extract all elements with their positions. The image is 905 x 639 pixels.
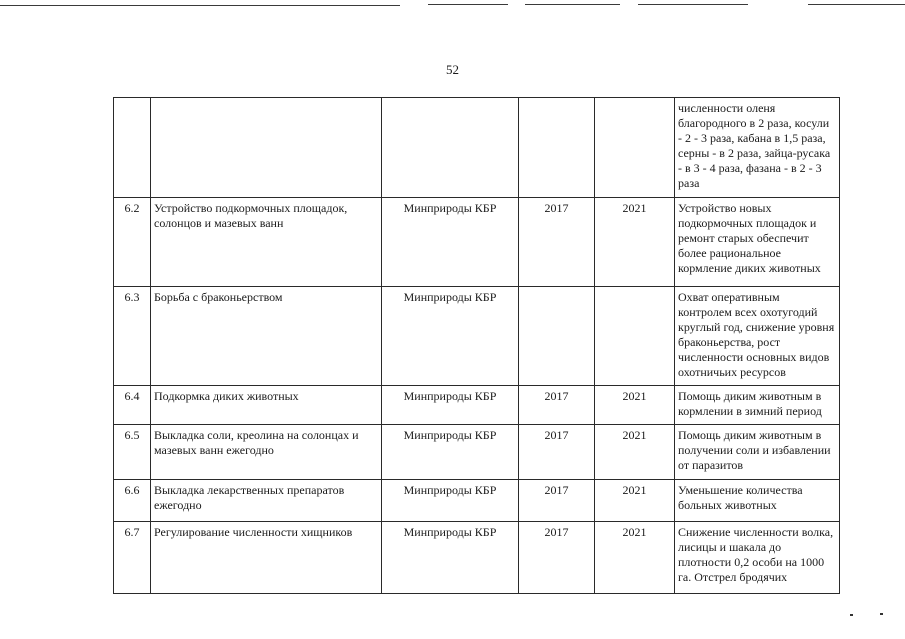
end-year: 2021: [595, 425, 675, 480]
expected-result: Помощь диким животным в кормлении в зимний период: [675, 386, 840, 425]
end-year: 2021: [595, 198, 675, 287]
row-number: 6.5: [114, 425, 151, 480]
measure-name: Борьба с браконьерством: [151, 287, 382, 386]
end-year: 2021: [595, 522, 675, 594]
responsible-agency: Минприроды КБР: [382, 287, 519, 386]
row-number: 6.4: [114, 386, 151, 425]
table-row: [114, 98, 840, 198]
row-number: 6.6: [114, 480, 151, 522]
measure-name: [151, 98, 382, 198]
table-row: [114, 198, 840, 287]
responsible-agency: [382, 98, 519, 198]
scan-line: [428, 4, 508, 5]
measure-name: Подкормка диких животных: [151, 386, 382, 425]
responsible-agency: Минприроды КБР: [382, 198, 519, 287]
table-row: [114, 425, 840, 480]
expected-result: Снижение численности волка, лисицы и шакала до плотности 0,2 особи на 1000 га. Отстрел бродячих: [675, 522, 840, 594]
expected-result: Охват оперативным контролем всех охотугодий круглый год, снижение уровня браконьерства, рост численности основных видов охотничьих ресурсов: [675, 287, 840, 386]
responsible-agency: Минприроды КБР: [382, 425, 519, 480]
measure-name: Устройство подкормочных площадок, солонцов и мазевых ванн: [151, 198, 382, 287]
end-year: 2021: [595, 386, 675, 425]
row-number: [114, 98, 151, 198]
scan-line: [808, 4, 905, 5]
page-number: 52: [446, 62, 459, 77]
scan-line: [0, 5, 400, 6]
scan-speck: [880, 613, 883, 615]
table-row: [114, 386, 840, 425]
scan-speck: [850, 614, 853, 616]
measures-table: [113, 97, 840, 594]
row-number: 6.2: [114, 198, 151, 287]
start-year: 2017: [519, 522, 595, 594]
measure-name: Выкладка соли, креолина на солонцах и мазевых ванн ежегодно: [151, 425, 382, 480]
responsible-agency: Минприроды КБР: [382, 522, 519, 594]
expected-result: численности оленя благородного в 2 раза, косули - 2 - 3 раза, кабана в 1,5 раза, серны - в 2 раза, зайца-русака - в 3 - 4 раза, фазана - в 2 - 3 раза: [675, 98, 840, 198]
start-year: 2017: [519, 386, 595, 425]
row-number: 6.7: [114, 522, 151, 594]
table-row: [114, 522, 840, 594]
end-year: 2021: [595, 480, 675, 522]
start-year: [519, 98, 595, 198]
end-year: [595, 287, 675, 386]
expected-result: Помощь диким животным в получении соли и избавлении от паразитов: [675, 425, 840, 480]
responsible-agency: Минприроды КБР: [382, 386, 519, 425]
measure-name: Регулирование численности хищников: [151, 522, 382, 594]
measure-name: Выкладка лекарственных препаратов ежегодно: [151, 480, 382, 522]
table-row: [114, 287, 840, 386]
scan-line: [638, 4, 748, 5]
scan-line: [525, 4, 620, 5]
expected-result: Устройство новых подкормочных площадок и ремонт старых обеспечит более рациональное кормление диких животных: [675, 198, 840, 287]
start-year: 2017: [519, 480, 595, 522]
start-year: 2017: [519, 198, 595, 287]
start-year: [519, 287, 595, 386]
expected-result: Уменьшение количества больных животных: [675, 480, 840, 522]
start-year: 2017: [519, 425, 595, 480]
table-row: [114, 480, 840, 522]
responsible-agency: Минприроды КБР: [382, 480, 519, 522]
end-year: [595, 98, 675, 198]
row-number: 6.3: [114, 287, 151, 386]
